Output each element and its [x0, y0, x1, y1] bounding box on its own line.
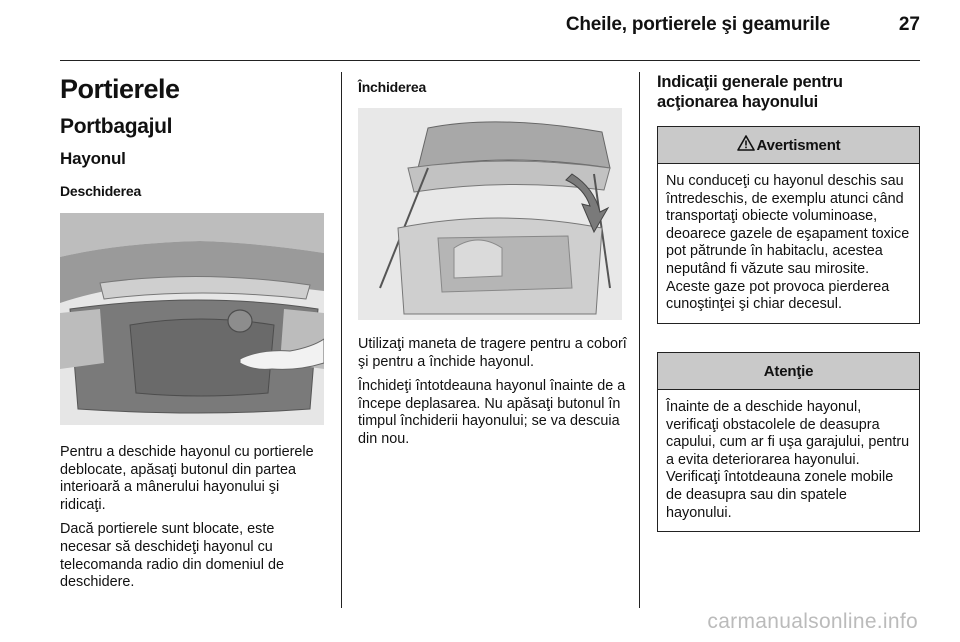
warning-box-title: Avertisment: [756, 136, 841, 154]
watermark: carmanualsonline.info: [707, 610, 918, 633]
illustration-tailgate-handle: [60, 213, 324, 425]
closing-paragraph-2: Închideţi întotdeauna hayonul înainte de a începe deplasarea. Nu apăsaţi butonul în timpul închiderii hayonului; se va descuia din nou.: [358, 378, 626, 447]
caution-box-text: Înainte de a deschide hayonul, verificaţi obstacolele de deasupra capului, cum ar fi uşa garajului, pentru a evita deteriorarea hayonului. Verificaţi întotdeauna zonele mobile de deasupra sau din spatele hayonului.: [666, 399, 910, 521]
warning-box-text: Nu conduceţi cu hayonul deschis sau întredeschis, de exemplu atunci când transportaţi obiecte voluminoase, deoarece gazele de eşapament toxice pot pătrunde în habitaclu, acestea neputând fi văzute sau mirosite. Aceste gaze pot provoca pierderea cunoştinţei şi chiar decesul.: [666, 173, 910, 313]
middle-column: [358, 72, 628, 456]
opening-paragraph-1: Pentru a deschide hayonul cu portierele deblocate, apăsaţi butonul din partea interioară a mânerului hayonului şi ridicaţi.: [60, 444, 314, 513]
page-number: 27: [898, 14, 920, 35]
column-divider-1: [341, 72, 342, 608]
warning-box-header: [658, 127, 919, 164]
header-title: Cheile, portierele şi geamurile: [565, 14, 830, 35]
caution-box-header: [658, 353, 919, 390]
warning-box: [657, 126, 920, 324]
left-column: [60, 72, 328, 599]
right-column: [657, 72, 919, 112]
illustration-tailgate-closing: [358, 108, 622, 320]
header-divider: [60, 60, 920, 61]
section-title: Portierele: [60, 74, 180, 104]
caution-box-title: Atenţie: [763, 362, 814, 380]
general-notes-heading: Indicaţii generale pentru acţionarea hayonului: [657, 73, 843, 111]
sub-subsection-title: Hayonul: [60, 149, 126, 168]
opening-paragraph-2: Dacă portierele sunt blocate, este necesar să deschideţi hayonul cu telecomanda radio din domeniul de deschidere.: [60, 521, 285, 591]
closing-paragraph-1: Utilizaţi maneta de tragere pentru a coborî şi pentru a închide hayonul.: [358, 336, 627, 370]
opening-heading: Deschiderea: [60, 183, 142, 199]
column-divider-2: [639, 72, 640, 608]
subsection-title: Portbagajul: [60, 115, 173, 138]
warning-triangle-icon: [737, 135, 755, 155]
closing-heading: Închiderea: [358, 79, 427, 95]
caution-box: [657, 352, 920, 532]
